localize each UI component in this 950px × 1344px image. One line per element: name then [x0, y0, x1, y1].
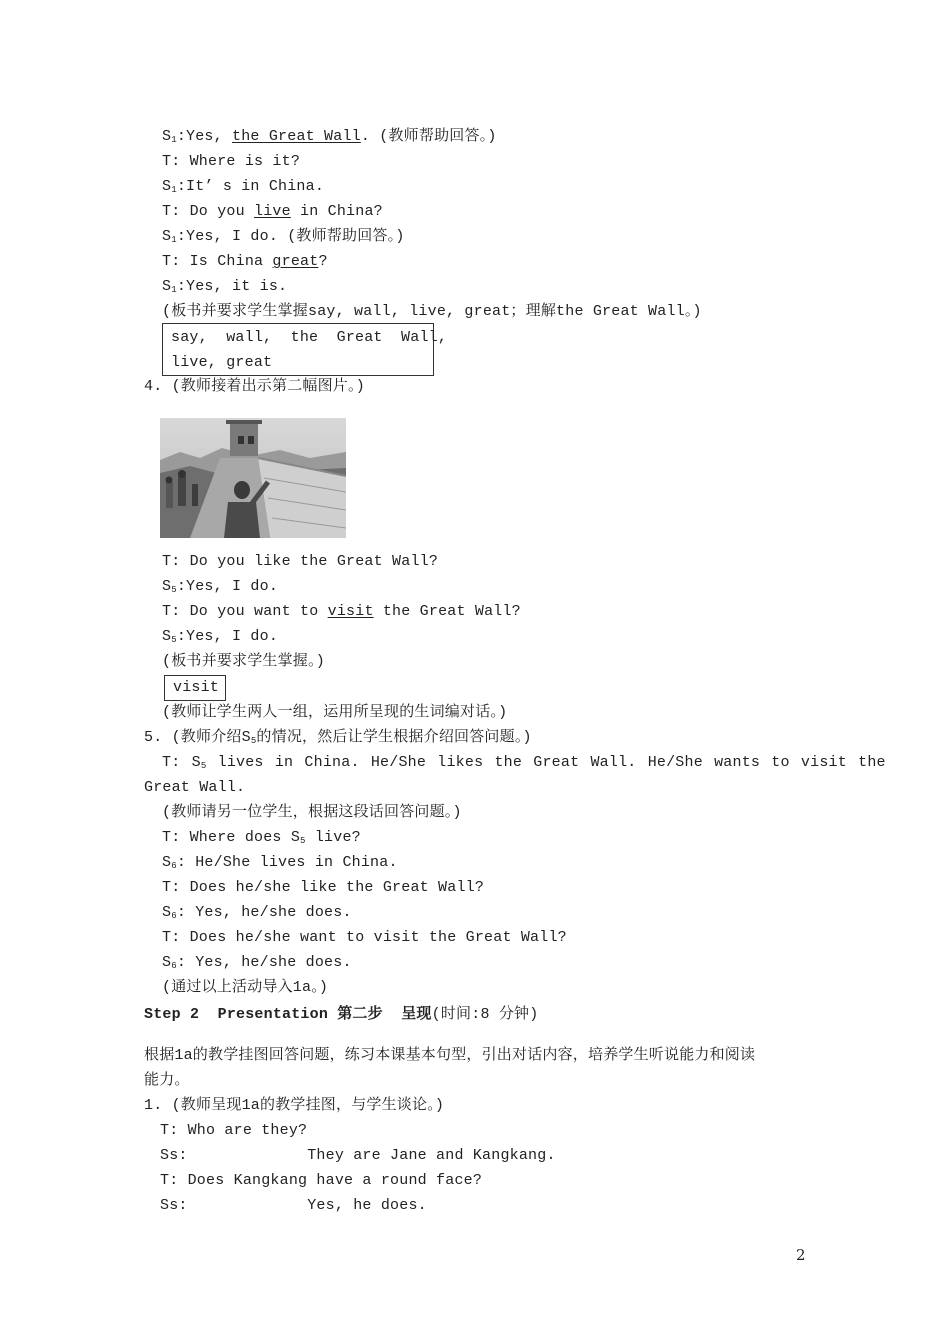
dialogue-line: Ss: They are Jane and Kangkang. [160, 1147, 556, 1164]
teacher-note: (板书并要求学生掌握。) [162, 653, 325, 670]
dialogue-line: $S_5:Yes$, I do. [162, 628, 279, 645]
dialogue-line: T: $S_5$ lives in China. He/She likes the Great Wall. He/She wants to visit the [162, 754, 886, 771]
paragraph: 根据1a的教学挂图回答问题，练习本课基本句型，引出对话内容，培养学生听说能力和阅读 [144, 1047, 756, 1064]
page-number: 2 [796, 1246, 806, 1264]
list-item-1: 1. (教师呈现1a的教学挂图，与学生谈论。) [144, 1097, 445, 1114]
vocab-box-line: visit [173, 679, 220, 696]
vocab-box-line: say, wall, the Great Wall, [171, 329, 448, 346]
dialogue-line: $S_1:Yes$, it is. [162, 278, 288, 295]
dialogue-line: T: Where does $S_5$ live? [162, 829, 361, 846]
dialogue-line: T: Does Kangkang have a round face? [160, 1172, 483, 1189]
vocab-box-line: live, great [171, 354, 273, 371]
dialogue-line: $S_6$: He/She lives in China. [162, 854, 398, 871]
teacher-note: (教师请另一位学生，根据这段话回答问题。) [162, 804, 462, 821]
vocab-box [164, 675, 226, 701]
dialogue-line: $S_5:Yes$, I do. [162, 578, 279, 595]
dialogue-line: T: Do you like the Great Wall? [162, 553, 439, 570]
list-item-4: 4. (教师接着出示第二幅图片。) [144, 378, 365, 395]
dialogue-line: T: Where is it? [162, 153, 301, 170]
dialogue-line: Ss: Yes, he does. [160, 1197, 427, 1214]
dialogue-line: $S_1:It$’ s in China. [162, 178, 325, 195]
teacher-note: (教师让学生两人一组，运用所呈现的生词编对话。) [162, 704, 508, 721]
dialogue-line: T: Does he/she like the Great Wall? [162, 879, 485, 896]
dialogue-line: T: Who are they? [160, 1122, 308, 1139]
great-wall-photo [160, 418, 346, 538]
dialogue-line: Great Wall. [144, 779, 246, 796]
dialogue-line: $S_6$: Yes, he/she does. [162, 904, 352, 921]
dialogue-line: T: Does he/she want to visit the Great Wall? [162, 929, 567, 946]
dialogue-line: $S_6$: Yes, he/she does. [162, 954, 352, 971]
list-item-5: 5. (教师介绍$S_5$的情况，然后让学生根据介绍回答问题。) [144, 729, 532, 746]
dialogue-line: T: Is China great? [162, 253, 328, 270]
teacher-note: (板书并要求学生掌握say, wall, live, great；理解the Great Wall。) [162, 303, 702, 320]
vocab-box [162, 323, 448, 376]
dialogue-line: T: Do you live in China? [162, 203, 383, 220]
teacher-note: (通过以上活动导入1a。) [162, 979, 329, 996]
dialogue-line: T: Do you want to visit the Great Wall? [162, 603, 521, 620]
dialogue-line: $S_1:Yes$, I do. (教师帮助回答。) [162, 228, 405, 245]
step-heading: Step 2 Presentation 第二步 呈现(时间:8 分钟) [144, 1006, 539, 1023]
dialogue-line: $S_1:Yes$, the Great Wall. (教师帮助回答。) [162, 128, 497, 145]
paragraph: 能力。 [144, 1072, 190, 1089]
